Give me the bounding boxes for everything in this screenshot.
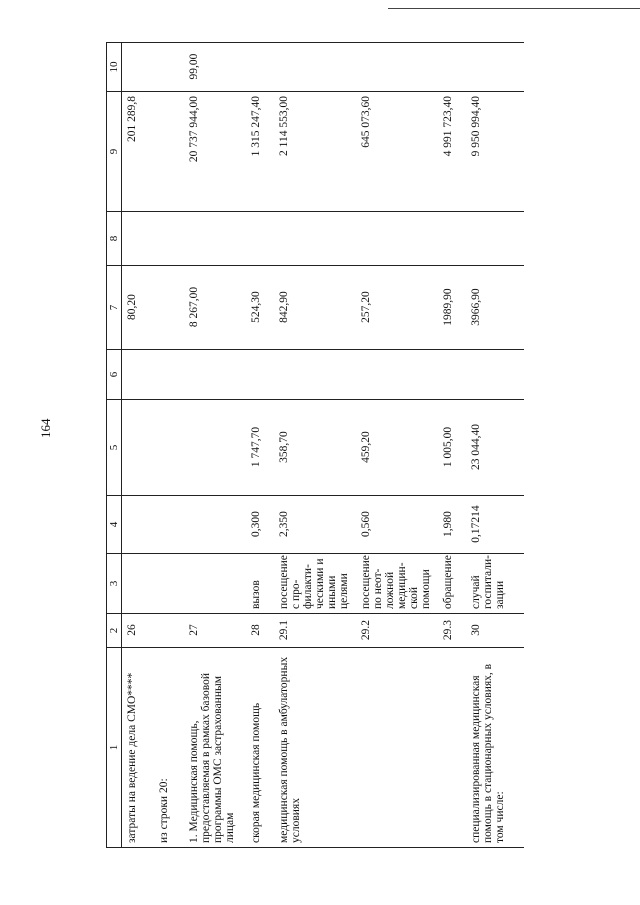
cell bbox=[154, 496, 184, 554]
page-number: 164 bbox=[38, 418, 53, 438]
unit: случай госпитали-зации bbox=[466, 554, 524, 614]
line-number: 29.3 bbox=[438, 614, 466, 648]
cell: 1,980 bbox=[438, 496, 466, 554]
table-row bbox=[122, 43, 155, 848]
cell bbox=[274, 212, 356, 266]
cell bbox=[356, 212, 438, 266]
column-header: 7 bbox=[107, 266, 122, 350]
table-row bbox=[356, 43, 438, 848]
cell: 1989,90 bbox=[438, 266, 466, 350]
table-row bbox=[154, 43, 184, 848]
cell bbox=[438, 212, 466, 266]
line-number: 27 bbox=[184, 614, 246, 648]
cell: 3966,90 bbox=[466, 266, 524, 350]
cell bbox=[154, 43, 184, 92]
cell: 257,20 bbox=[356, 266, 438, 350]
row-label: специализированная медицинская помощь в стационарных условиях, в том числе: bbox=[466, 648, 524, 848]
cell: 842,90 bbox=[274, 266, 356, 350]
column-header: 4 bbox=[107, 496, 122, 554]
cell: 358,70 bbox=[274, 400, 356, 496]
column-header: 5 bbox=[107, 400, 122, 496]
cell: 23 044,40 bbox=[466, 400, 524, 496]
cell bbox=[184, 350, 246, 400]
column-header: 1 bbox=[107, 648, 122, 848]
line-number: 26 bbox=[122, 614, 155, 648]
unit: посещение с про-филакти-ческими и иными целями bbox=[274, 554, 356, 614]
column-header: 8 bbox=[107, 212, 122, 266]
cell bbox=[246, 350, 274, 400]
cell bbox=[274, 43, 356, 92]
cell bbox=[154, 266, 184, 350]
cell: 80,20 bbox=[122, 266, 155, 350]
cell: 201 289,8 bbox=[122, 92, 155, 212]
line-number: 29.2 bbox=[356, 614, 438, 648]
table-row bbox=[184, 43, 246, 848]
row-label bbox=[438, 648, 466, 848]
cell bbox=[356, 350, 438, 400]
row-label: медицинская помощь в амбулаторных условиях bbox=[274, 648, 356, 848]
cell bbox=[122, 400, 155, 496]
cell: 2,350 bbox=[274, 496, 356, 554]
cell bbox=[184, 496, 246, 554]
rotated-table-container bbox=[106, 43, 596, 848]
cell: 1 315 247,40 bbox=[246, 92, 274, 212]
header-rule bbox=[388, 8, 640, 9]
cell: 20 737 944,00 bbox=[184, 92, 246, 212]
table-row bbox=[438, 43, 466, 848]
cell: 459,20 bbox=[356, 400, 438, 496]
cell: 645 073,60 bbox=[356, 92, 438, 212]
line-number bbox=[154, 614, 184, 648]
cell bbox=[122, 43, 155, 92]
unit bbox=[122, 554, 155, 614]
cell bbox=[466, 43, 524, 92]
cell: 0,560 bbox=[356, 496, 438, 554]
cell bbox=[356, 43, 438, 92]
column-header: 2 bbox=[107, 614, 122, 648]
table-row bbox=[246, 43, 274, 848]
cell: 8 267,00 bbox=[184, 266, 246, 350]
cell: 1 005,00 bbox=[438, 400, 466, 496]
unit bbox=[184, 554, 246, 614]
line-number: 28 bbox=[246, 614, 274, 648]
cell: 0,300 bbox=[246, 496, 274, 554]
cell bbox=[154, 400, 184, 496]
cell bbox=[154, 212, 184, 266]
cell bbox=[466, 212, 524, 266]
cell bbox=[246, 212, 274, 266]
unit: обращение bbox=[438, 554, 466, 614]
line-number: 30 bbox=[466, 614, 524, 648]
cell bbox=[154, 350, 184, 400]
cell bbox=[122, 496, 155, 554]
column-header: 10 bbox=[107, 43, 122, 92]
line-number: 29.1 bbox=[274, 614, 356, 648]
column-header: 9 bbox=[107, 92, 122, 212]
unit: посещение по неот-ложной медицин-ской помощи bbox=[356, 554, 438, 614]
column-header: 6 bbox=[107, 350, 122, 400]
unit: вызов bbox=[246, 554, 274, 614]
cell bbox=[122, 350, 155, 400]
cell bbox=[184, 400, 246, 496]
table-row bbox=[274, 43, 356, 848]
row-label: затраты на ведение дела СМО**** bbox=[122, 648, 155, 848]
cell: 1 747,70 bbox=[246, 400, 274, 496]
row-label: скорая медицинская помощь bbox=[246, 648, 274, 848]
row-label: из строки 20: bbox=[154, 648, 184, 848]
row-label: 1. Медицинская помощь, предоставляемая в рамках базовой программы ОМС застрахованным лицам bbox=[184, 648, 246, 848]
cell bbox=[184, 212, 246, 266]
cell: 4 991 723,40 bbox=[438, 92, 466, 212]
cell: 9 950 994,40 bbox=[466, 92, 524, 212]
table-row bbox=[466, 43, 524, 848]
data-table bbox=[106, 42, 524, 848]
cell: 2 114 553,00 bbox=[274, 92, 356, 212]
cell bbox=[466, 350, 524, 400]
column-header: 3 bbox=[107, 554, 122, 614]
cell bbox=[438, 350, 466, 400]
cell bbox=[274, 350, 356, 400]
unit bbox=[154, 554, 184, 614]
cell bbox=[246, 43, 274, 92]
header-row bbox=[107, 43, 122, 848]
cell: 99,00 bbox=[184, 43, 246, 92]
cell bbox=[438, 43, 466, 92]
cell: 0,17214 bbox=[466, 496, 524, 554]
cell bbox=[154, 92, 184, 212]
cell: 524,30 bbox=[246, 266, 274, 350]
row-label bbox=[356, 648, 438, 848]
cell bbox=[122, 212, 155, 266]
